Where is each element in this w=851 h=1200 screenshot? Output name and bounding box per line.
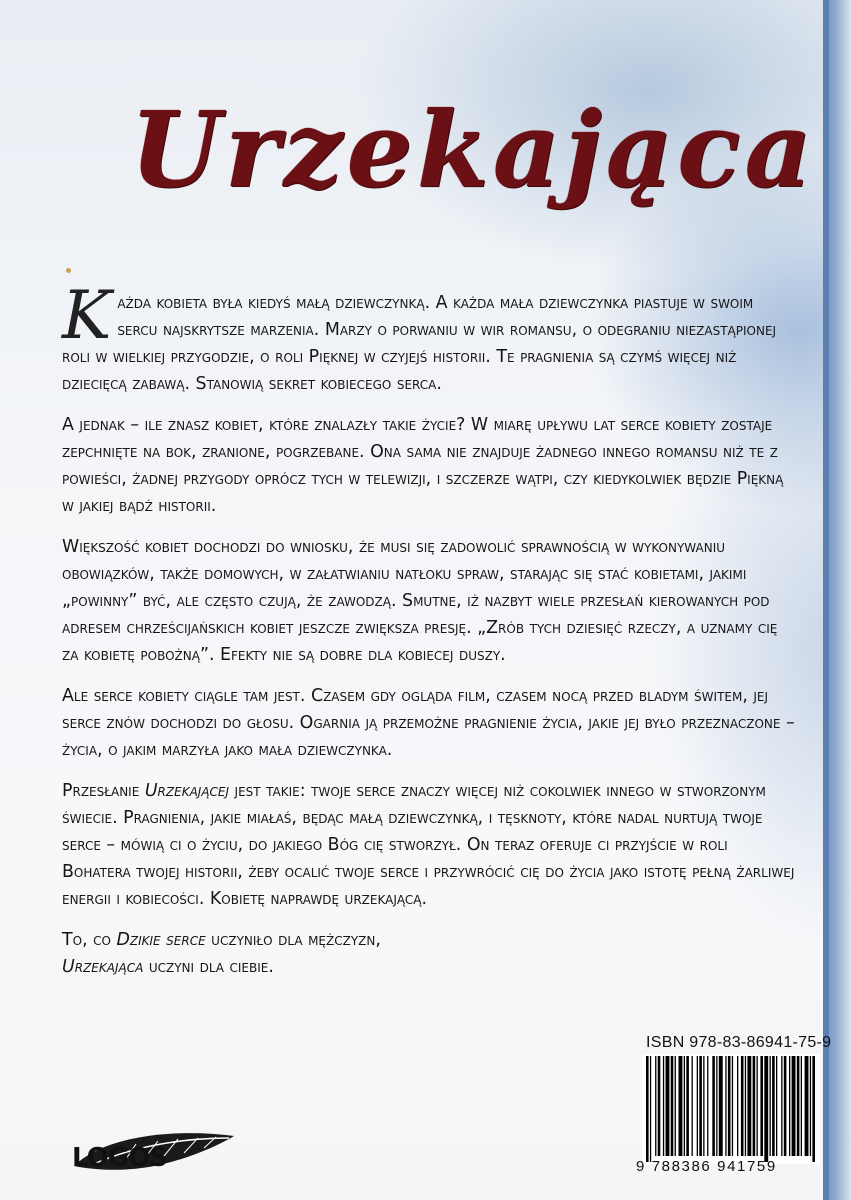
barcode-bar — [770, 1056, 771, 1156]
barcode-bar — [797, 1056, 800, 1156]
barcode-bar — [741, 1056, 744, 1156]
barcode-bar — [692, 1056, 693, 1156]
barcode-bar — [745, 1056, 746, 1156]
drop-cap: K — [62, 277, 112, 354]
barcode-bar — [684, 1056, 685, 1156]
paragraph-text: uczyni dla ciebie. — [143, 957, 274, 977]
blurb-paragraph-5 — [62, 778, 798, 913]
paragraph-text: uczyniło dla mężczyzn, — [205, 930, 381, 950]
barcode-bar — [789, 1056, 790, 1156]
blurb-paragraph-3: Większość kobiet dochodzi do wniosku, że musi się zadowolić sprawnością w wykonywaniu obowiązków, także domowych, w załatwianiu natłoku spraw, starając się stać kobietami, jakimi „powinny” być, ale często czują, że zawodzą. Smutne, iż nazbyt wiele przesłań kierowanych pod adresem chrześcijańskich kobiet jeszcze zwiększa presję. „Zrób tych dziesięć rzeczy, a uznamy cię za kobietę pobożną”. Efekty nie są dobre dla kobiecej duszy. — [62, 537, 778, 665]
barcode-bar — [810, 1056, 811, 1156]
blurb-text — [62, 277, 798, 995]
book-spine-edge — [823, 0, 851, 1200]
barcode-bar — [716, 1056, 717, 1156]
barcode-bar — [671, 1056, 674, 1156]
barcode-bar — [666, 1056, 670, 1156]
barcode-bar — [781, 1056, 782, 1156]
barcode-bar — [658, 1056, 661, 1156]
barcode-bar — [728, 1056, 731, 1156]
decorative-dot — [66, 268, 71, 273]
blurb-paragraph-6 — [62, 927, 798, 981]
barcode-bar — [784, 1056, 787, 1156]
barcode-bar — [805, 1056, 809, 1156]
blurb-paragraph-1 — [62, 277, 798, 398]
isbn-label: ISBN 978-83-86941-75-9 — [646, 1034, 832, 1051]
barcode-bar — [719, 1056, 723, 1156]
barcode-bar — [764, 1056, 768, 1162]
book-title-reference: Urzekająca — [62, 957, 144, 977]
barcode-bar — [675, 1056, 676, 1156]
barcode-bar — [712, 1056, 715, 1156]
barcode-bar — [812, 1056, 815, 1162]
barcode-digits: 9 788386 941759 — [636, 1158, 777, 1175]
paragraph-text: jest takie: twoje serce znaczy więcej niż cokolwiek innego w stworzonym świecie. Pragnienia, jakie miałaś, będąc małą dziewczynką, i tęsknoty, które nadal nurtują twoje serce – mówią ci o życiu, do jakiego Bóg cię stworzył. On teraz oferuje ci przyjście w roli Bohatera twojej historii, żeby ocalić twoje serce i przywrócić cię do życia jako istotę pełną żarliwej energii i kobiecości. Kobietę naprawdę urzekającą. — [62, 781, 795, 909]
barcode-bar — [753, 1056, 756, 1156]
book-title-reference: Urzekającej — [144, 781, 230, 801]
book-title-reference: Dzikie serce — [116, 930, 206, 950]
barcode-bar — [725, 1056, 726, 1156]
barcode-bar — [732, 1056, 733, 1156]
barcode-bar — [679, 1056, 683, 1156]
barcode-bar — [776, 1056, 777, 1156]
barcode-bar — [663, 1056, 664, 1156]
barcode-bar — [707, 1056, 708, 1156]
barcode-bar — [646, 1056, 649, 1162]
barcode — [642, 1054, 820, 1164]
barcode-bar — [699, 1056, 702, 1156]
publisher-logo: LOGOS — [72, 1143, 167, 1173]
barcode-bar — [772, 1056, 775, 1156]
paragraph-text: ażda kobieta była kiedyś małą dziewczynką. A każda mała dziewczynka piastuje w swoim sercu najskrytsze marzenia. Marzy o porwaniu w wir romansu, o odegraniu niezastąpionej roli w wielkiej przygodzie, o roli Pięknej w czyjejś historii. Te pragnienia są czymś więcej niż dziecięcą zabawą. Stanowią sekret kobiecego serca. — [62, 293, 777, 394]
paragraph-text: To, co — [62, 930, 117, 950]
barcode-bar — [737, 1056, 738, 1156]
barcode-bar — [655, 1056, 656, 1156]
blurb-paragraph-2: A jednak – ile znasz kobiet, które znalazły takie życie? W miarę upływu lat serce kobiety zostaje zepchnięte na bok, zranione, pogrzebane. Ona sama nie znajduje żadnego innego romansu niż te z powieści, żadnej przygody oprócz tych w telewizji, i szczerze wątpi, czy kiedykolwiek będzie Piękną w jakiej bądź historii. — [62, 415, 784, 516]
barcode-bar — [650, 1056, 651, 1162]
book-title: Urzekająca — [130, 88, 816, 211]
paragraph-text: Przesłanie — [62, 781, 145, 801]
barcode-bar — [757, 1056, 758, 1156]
barcode-bar — [747, 1056, 751, 1156]
barcode-bar — [792, 1056, 796, 1156]
barcode-bar — [697, 1056, 698, 1156]
barcode-bar — [801, 1056, 802, 1156]
barcode-bar — [760, 1056, 763, 1156]
barcode-bar — [703, 1056, 704, 1156]
blurb-paragraph-4: Ale serce kobiety ciągle tam jest. Czasem gdy ogląda film, czasem nocą przed bladym świtem, jej serce znów dochodzi do głosu. Ogarnia ją przemożne pragnienie życia, jakie jej było przeznaczone – życia, o jakim marzyła jako mała dziewczynka. — [62, 686, 795, 760]
barcode-bar — [686, 1056, 689, 1156]
